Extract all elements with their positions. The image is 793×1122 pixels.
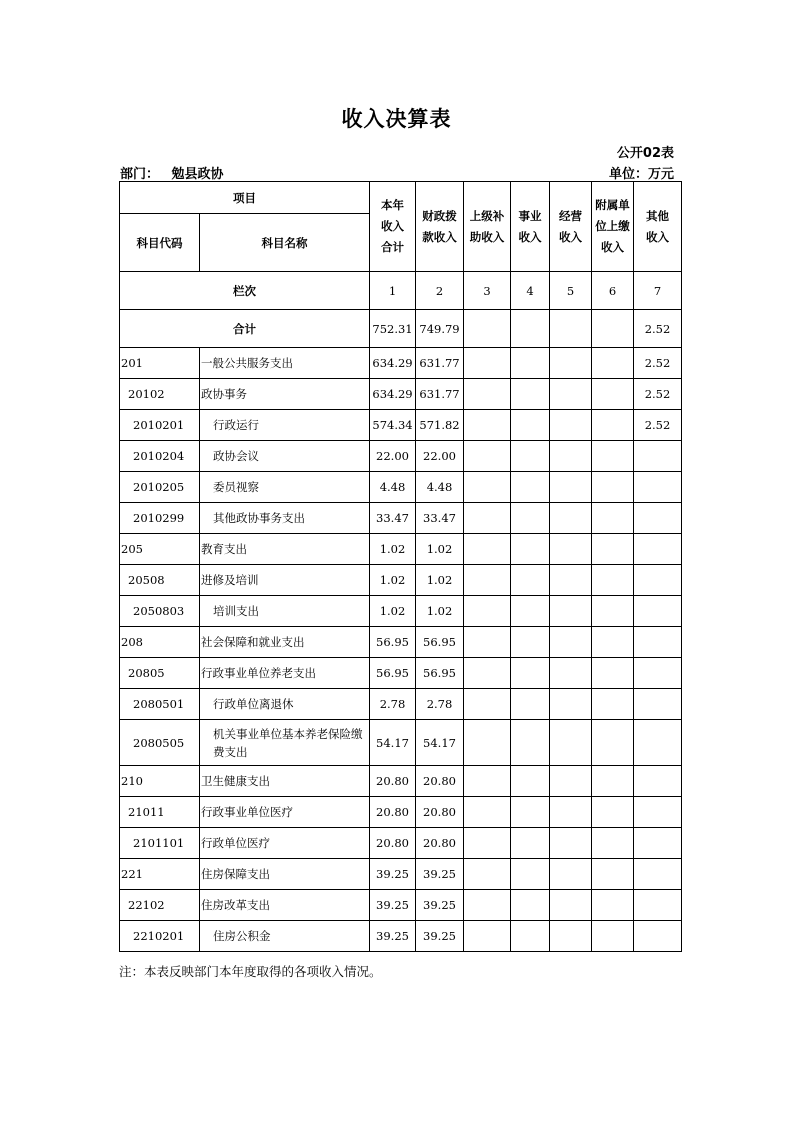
value-cell	[592, 658, 634, 689]
value-cell	[634, 565, 682, 596]
name-cell: 行政单位医疗	[200, 828, 370, 859]
value-cell	[464, 410, 511, 441]
total-cell	[592, 310, 634, 348]
value-cell	[511, 627, 550, 658]
name-cell: 培训支出	[200, 596, 370, 627]
value-cell	[634, 921, 682, 952]
header-name: 科目名称	[200, 214, 370, 272]
header-col6: 附属单位上缴收入	[592, 182, 634, 272]
name-cell: 进修及培训	[200, 565, 370, 596]
table-row	[120, 534, 682, 565]
code-cell: 208	[120, 627, 200, 658]
total-cell	[464, 310, 511, 348]
table-row	[120, 627, 682, 658]
value-cell: 20.80	[416, 766, 464, 797]
code-cell: 2101101	[120, 828, 200, 859]
value-cell	[550, 658, 592, 689]
name-cell: 一般公共服务支出	[200, 348, 370, 379]
code-cell: 2210201	[120, 921, 200, 952]
code-cell: 2010201	[120, 410, 200, 441]
value-cell	[592, 627, 634, 658]
total-cell	[511, 310, 550, 348]
value-cell: 22.00	[416, 441, 464, 472]
value-cell	[550, 596, 592, 627]
table-row	[120, 689, 682, 720]
value-cell	[592, 472, 634, 503]
value-cell	[550, 410, 592, 441]
value-cell	[550, 859, 592, 890]
header-col3: 上级补助收入	[464, 182, 511, 272]
value-cell	[464, 689, 511, 720]
value-cell: 20.80	[416, 828, 464, 859]
value-cell: 56.95	[370, 658, 416, 689]
value-cell: 39.25	[416, 859, 464, 890]
value-cell	[464, 565, 511, 596]
value-cell	[550, 766, 592, 797]
code-cell: 221	[120, 859, 200, 890]
value-cell	[511, 410, 550, 441]
header-col2: 财政拨款收入	[416, 182, 464, 272]
name-cell: 行政事业单位医疗	[200, 797, 370, 828]
value-cell	[511, 534, 550, 565]
value-cell: 20.80	[370, 828, 416, 859]
value-cell: 56.95	[416, 627, 464, 658]
value-cell	[634, 890, 682, 921]
table-row	[120, 410, 682, 441]
value-cell	[634, 828, 682, 859]
name-cell: 卫生健康支出	[200, 766, 370, 797]
total-cell	[550, 310, 592, 348]
value-cell	[550, 720, 592, 766]
column-index: 2	[416, 272, 464, 310]
name-cell: 住房改革支出	[200, 890, 370, 921]
code-cell: 2010205	[120, 472, 200, 503]
value-cell	[634, 627, 682, 658]
value-cell	[550, 503, 592, 534]
column-index: 1	[370, 272, 416, 310]
value-cell	[550, 921, 592, 952]
value-cell: 56.95	[370, 627, 416, 658]
value-cell	[464, 503, 511, 534]
value-cell	[592, 565, 634, 596]
value-cell	[511, 689, 550, 720]
table-row	[120, 859, 682, 890]
value-cell	[550, 534, 592, 565]
value-cell	[550, 348, 592, 379]
unit-label: 单位：万元	[608, 167, 674, 182]
value-cell	[592, 348, 634, 379]
value-cell	[634, 658, 682, 689]
value-cell: 20.80	[370, 797, 416, 828]
value-cell	[550, 797, 592, 828]
column-index-label: 栏次	[120, 272, 370, 310]
value-cell: 631.77	[416, 379, 464, 410]
value-cell	[464, 658, 511, 689]
name-cell: 住房保障支出	[200, 859, 370, 890]
code-cell: 2010204	[120, 441, 200, 472]
form-number: 公开02表	[616, 146, 674, 161]
value-cell	[550, 828, 592, 859]
value-cell: 1.02	[416, 596, 464, 627]
total-cell: 752.31	[370, 310, 416, 348]
value-cell: 20.80	[370, 766, 416, 797]
value-cell	[511, 720, 550, 766]
header-col4: 事业收入	[511, 182, 550, 272]
value-cell: 2.78	[416, 689, 464, 720]
name-cell: 行政运行	[200, 410, 370, 441]
value-cell	[511, 921, 550, 952]
value-cell	[464, 890, 511, 921]
value-cell	[464, 348, 511, 379]
value-cell	[511, 859, 550, 890]
column-index: 3	[464, 272, 511, 310]
value-cell	[634, 689, 682, 720]
header-row-1	[120, 182, 682, 214]
department-name: 勉县政协	[171, 167, 224, 182]
value-cell: 39.25	[416, 890, 464, 921]
total-row	[120, 310, 682, 348]
table-row	[120, 565, 682, 596]
value-cell: 39.25	[370, 921, 416, 952]
table-row	[120, 441, 682, 472]
value-cell	[464, 859, 511, 890]
value-cell	[464, 379, 511, 410]
value-cell	[592, 596, 634, 627]
table-row	[120, 348, 682, 379]
value-cell	[511, 565, 550, 596]
value-cell	[464, 797, 511, 828]
table-row	[120, 890, 682, 921]
value-cell: 634.29	[370, 379, 416, 410]
value-cell	[511, 890, 550, 921]
value-cell	[464, 627, 511, 658]
header-col7: 其他收入	[634, 182, 682, 272]
value-cell: 4.48	[370, 472, 416, 503]
name-cell: 教育支出	[200, 534, 370, 565]
value-cell: 631.77	[416, 348, 464, 379]
code-cell: 2010299	[120, 503, 200, 534]
header-item: 项目	[120, 182, 370, 214]
code-cell: 210	[120, 766, 200, 797]
value-cell	[550, 379, 592, 410]
value-cell	[592, 720, 634, 766]
header-col1: 本年收入合计	[370, 182, 416, 272]
value-cell	[592, 379, 634, 410]
footnote: 注：本表反映部门本年度取得的各项收入情况。	[119, 964, 382, 979]
value-cell: 22.00	[370, 441, 416, 472]
value-cell	[550, 441, 592, 472]
income-table	[119, 181, 682, 952]
value-cell: 1.02	[370, 534, 416, 565]
name-cell: 政协会议	[200, 441, 370, 472]
value-cell: 1.02	[416, 534, 464, 565]
code-cell: 2050803	[120, 596, 200, 627]
value-cell: 2.52	[634, 410, 682, 441]
value-cell	[464, 534, 511, 565]
value-cell	[634, 472, 682, 503]
value-cell	[592, 503, 634, 534]
value-cell	[634, 503, 682, 534]
value-cell	[550, 565, 592, 596]
header-code: 科目代码	[120, 214, 200, 272]
code-cell: 20508	[120, 565, 200, 596]
code-cell: 22102	[120, 890, 200, 921]
value-cell: 571.82	[416, 410, 464, 441]
value-cell	[634, 441, 682, 472]
name-cell: 委员视察	[200, 472, 370, 503]
name-cell: 政协事务	[200, 379, 370, 410]
table-row	[120, 828, 682, 859]
value-cell	[592, 797, 634, 828]
total-cell: 2.52	[634, 310, 682, 348]
value-cell: 54.17	[370, 720, 416, 766]
column-index: 7	[634, 272, 682, 310]
column-index: 4	[511, 272, 550, 310]
column-index: 5	[550, 272, 592, 310]
code-cell: 2080505	[120, 720, 200, 766]
code-cell: 2080501	[120, 689, 200, 720]
value-cell: 574.34	[370, 410, 416, 441]
table-body	[120, 348, 682, 952]
name-cell: 其他政协事务支出	[200, 503, 370, 534]
department-label: 部门：	[120, 167, 160, 182]
value-cell	[550, 472, 592, 503]
value-cell	[550, 689, 592, 720]
value-cell	[550, 627, 592, 658]
name-cell: 机关事业单位基本养老保险缴费支出	[200, 720, 370, 766]
value-cell	[511, 379, 550, 410]
value-cell: 1.02	[370, 565, 416, 596]
code-cell: 20805	[120, 658, 200, 689]
value-cell	[464, 441, 511, 472]
name-cell: 行政事业单位养老支出	[200, 658, 370, 689]
value-cell: 39.25	[370, 890, 416, 921]
table-row	[120, 720, 682, 766]
column-index: 6	[592, 272, 634, 310]
value-cell	[634, 797, 682, 828]
value-cell	[464, 472, 511, 503]
code-cell: 20102	[120, 379, 200, 410]
value-cell: 2.52	[634, 379, 682, 410]
table-row	[120, 596, 682, 627]
table-row	[120, 472, 682, 503]
value-cell	[511, 766, 550, 797]
code-cell: 201	[120, 348, 200, 379]
value-cell	[592, 921, 634, 952]
code-cell: 21011	[120, 797, 200, 828]
value-cell: 1.02	[370, 596, 416, 627]
value-cell: 39.25	[416, 921, 464, 952]
value-cell	[511, 441, 550, 472]
value-cell	[464, 720, 511, 766]
value-cell	[634, 766, 682, 797]
value-cell	[464, 828, 511, 859]
value-cell	[634, 859, 682, 890]
column-index-row	[120, 272, 682, 310]
value-cell	[592, 828, 634, 859]
value-cell	[511, 596, 550, 627]
value-cell	[464, 596, 511, 627]
value-cell: 2.52	[634, 348, 682, 379]
value-cell	[592, 890, 634, 921]
table-row	[120, 379, 682, 410]
value-cell	[634, 596, 682, 627]
page-title: 收入决算表	[341, 107, 452, 131]
value-cell	[511, 503, 550, 534]
value-cell: 54.17	[416, 720, 464, 766]
value-cell: 4.48	[416, 472, 464, 503]
table-row	[120, 658, 682, 689]
name-cell: 社会保障和就业支出	[200, 627, 370, 658]
header-col5: 经营收入	[550, 182, 592, 272]
value-cell	[511, 797, 550, 828]
value-cell	[592, 859, 634, 890]
value-cell	[550, 890, 592, 921]
value-cell: 20.80	[416, 797, 464, 828]
value-cell	[592, 766, 634, 797]
value-cell	[464, 766, 511, 797]
value-cell	[511, 348, 550, 379]
value-cell	[592, 441, 634, 472]
value-cell	[511, 828, 550, 859]
total-cell: 749.79	[416, 310, 464, 348]
name-cell: 行政单位离退休	[200, 689, 370, 720]
value-cell: 2.78	[370, 689, 416, 720]
value-cell	[511, 472, 550, 503]
department	[120, 163, 224, 182]
table-row	[120, 503, 682, 534]
value-cell: 33.47	[370, 503, 416, 534]
value-cell: 56.95	[416, 658, 464, 689]
code-cell: 205	[120, 534, 200, 565]
value-cell	[592, 410, 634, 441]
total-label: 合计	[120, 310, 370, 348]
value-cell: 634.29	[370, 348, 416, 379]
value-cell	[634, 720, 682, 766]
table-row	[120, 797, 682, 828]
table-row	[120, 921, 682, 952]
value-cell: 33.47	[416, 503, 464, 534]
value-cell	[464, 921, 511, 952]
value-cell	[592, 689, 634, 720]
table-row	[120, 766, 682, 797]
value-cell	[634, 534, 682, 565]
value-cell	[511, 658, 550, 689]
value-cell: 39.25	[370, 859, 416, 890]
name-cell: 住房公积金	[200, 921, 370, 952]
value-cell: 1.02	[416, 565, 464, 596]
value-cell	[592, 534, 634, 565]
